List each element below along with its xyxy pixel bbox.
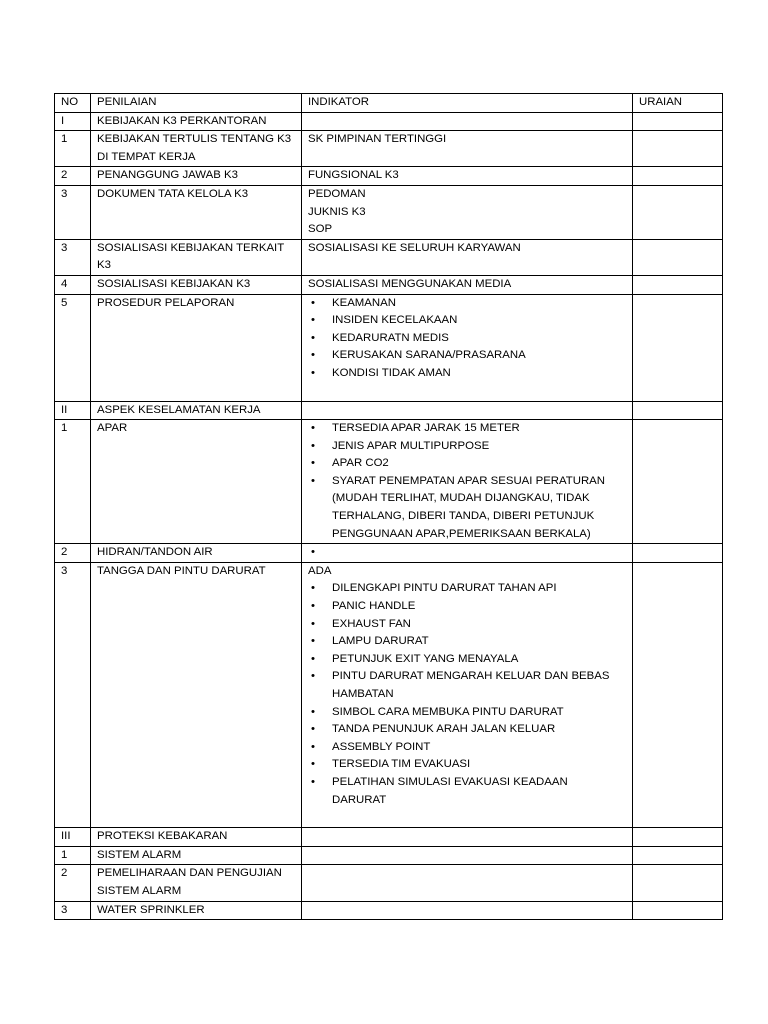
- list-item: • ASSEMBLY POINT: [308, 739, 628, 757]
- bullet-icon: •: [311, 617, 315, 630]
- bullet-list: [308, 544, 628, 562]
- penilaian-cell: [91, 239, 302, 275]
- uraian-cell: [633, 167, 723, 186]
- uraian-cell: [633, 131, 723, 167]
- list-item: • JENIS APAR MULTIPURPOSE: [308, 438, 628, 456]
- penilaian-line: KEBIJAKAN TERTULIS TENTANG K3: [97, 133, 292, 146]
- list-item: • SYARAT PENEMPATAN APAR SESUAI PERATURAN (MUDAH TERLIHAT, MUDAH DIJANGKAU, TIDAK TERHALANG, DIBERI TANDA, DIBERI PETUNJUK PENGGUNAAN APAR,PEMERIKSAAN BERKALA): [308, 473, 628, 543]
- bullet-icon: •: [311, 582, 315, 595]
- list-item: • TANDA PENUNJUK ARAH JALAN KELUAR: [308, 721, 628, 739]
- bullet-list: [308, 420, 628, 543]
- table-row: [55, 167, 723, 186]
- header-row: [55, 94, 723, 113]
- bullet-icon: •: [311, 670, 315, 683]
- indikator-line: SOP: [308, 223, 333, 236]
- row-number: 2: [55, 544, 91, 563]
- bullet-icon: •: [311, 705, 315, 718]
- bullet-icon: •: [311, 635, 315, 648]
- bullet-icon: •: [311, 366, 315, 379]
- list-item: • PANIC HANDLE: [308, 598, 628, 616]
- indikator-cell: SK PIMPINAN TERTINGGI: [302, 131, 633, 167]
- bullet-icon: •: [311, 296, 315, 309]
- penilaian-cell: WATER SPRINKLER: [91, 901, 302, 920]
- bullet-icon: •: [311, 758, 315, 771]
- table-row: [55, 185, 723, 239]
- uraian-cell: [633, 239, 723, 275]
- penilaian-cell: [91, 131, 302, 167]
- list-item: • KEDARURATN MEDIS: [308, 330, 628, 348]
- list-item: • KEAMANAN: [308, 295, 628, 313]
- row-number: 3: [55, 239, 91, 275]
- row-number: 3: [55, 562, 91, 827]
- uraian-cell: [633, 401, 723, 420]
- penilaian-cell: SISTEM ALARM: [91, 846, 302, 865]
- header-indikator: INDIKATOR: [302, 94, 633, 113]
- list-item: • KONDISI TIDAK AMAN: [308, 365, 628, 383]
- uraian-cell: [633, 828, 723, 847]
- table-row: [55, 275, 723, 294]
- uraian-cell: [633, 865, 723, 901]
- section-row-ii: [55, 401, 723, 420]
- section-title: ASPEK KESELAMATAN KERJA: [91, 401, 302, 420]
- indikator-line: JUKNIS K3: [308, 205, 366, 218]
- list-item: • INSIDEN KECELAKAAN: [308, 312, 628, 330]
- bullet-icon: •: [311, 740, 315, 753]
- indikator-cell: [302, 401, 633, 420]
- penilaian-cell: APAR: [91, 420, 302, 544]
- table-row: [55, 562, 723, 827]
- table-row: [55, 294, 723, 401]
- penilaian-cell: PROSEDUR PELAPORAN: [91, 294, 302, 401]
- indikator-cell: FUNGSIONAL K3: [302, 167, 633, 186]
- list-item: • DILENGKAPI PINTU DARURAT TAHAN API: [308, 580, 628, 598]
- bullet-icon: •: [311, 546, 315, 559]
- row-number: 1: [55, 846, 91, 865]
- indikator-cell: [302, 185, 633, 239]
- k3-assessment-table: [54, 93, 723, 920]
- row-number: 1: [55, 420, 91, 544]
- penilaian-cell: SOSIALISASI KEBIJAKAN K3: [91, 275, 302, 294]
- penilaian-cell: PENANGGUNG JAWAB K3: [91, 167, 302, 186]
- header-no: NO: [55, 94, 91, 113]
- penilaian-line: DI TEMPAT KERJA: [97, 150, 196, 163]
- uraian-cell: [633, 901, 723, 920]
- uraian-cell: [633, 294, 723, 401]
- indikator-cell: [302, 112, 633, 131]
- section-row-i: [55, 112, 723, 131]
- bullet-list: [308, 580, 628, 809]
- section-number: I: [55, 112, 91, 131]
- list-item: • PETUNJUK EXIT YANG MENAYALA: [308, 651, 628, 669]
- list-item: • KERUSAKAN SARANA/PRASARANA: [308, 347, 628, 365]
- indikator-cell: [302, 865, 633, 901]
- section-title: KEBIJAKAN K3 PERKANTORAN: [91, 112, 302, 131]
- table-row: [55, 544, 723, 563]
- penilaian-line: K3: [97, 259, 111, 272]
- bullet-list: [308, 295, 628, 383]
- indikator-cell: SOSIALISASI KE SELURUH KARYAWAN: [302, 239, 633, 275]
- bullet-icon: •: [311, 474, 315, 487]
- bullet-icon: •: [311, 600, 315, 613]
- indikator-cell: [302, 901, 633, 920]
- indikator-intro: ADA: [308, 564, 332, 577]
- uraian-cell: [633, 275, 723, 294]
- list-item: • SIMBOL CARA MEMBUKA PINTU DARURAT: [308, 704, 628, 722]
- list-item: • EXHAUST FAN: [308, 616, 628, 634]
- table-row: [55, 239, 723, 275]
- table-row: [55, 846, 723, 865]
- penilaian-line: PEMELIHARAAN DAN PENGUJIAN: [97, 867, 282, 880]
- indikator-cell: [302, 828, 633, 847]
- section-number: II: [55, 401, 91, 420]
- uraian-cell: [633, 562, 723, 827]
- section-title: PROTEKSI KEBAKARAN: [91, 828, 302, 847]
- indikator-cell: [302, 544, 633, 563]
- bullet-icon: •: [311, 775, 315, 788]
- penilaian-cell: TANGGA DAN PINTU DARURAT: [91, 562, 302, 827]
- section-number: III: [55, 828, 91, 847]
- uraian-cell: [633, 185, 723, 239]
- indikator-cell: [302, 294, 633, 401]
- list-item: • TERSEDIA APAR JARAK 15 METER: [308, 420, 628, 438]
- row-number: 3: [55, 185, 91, 239]
- list-item: • PINTU DARURAT MENGARAH KELUAR DAN BEBAS HAMBATAN: [308, 668, 628, 703]
- uraian-cell: [633, 846, 723, 865]
- section-row-iii: [55, 828, 723, 847]
- table-row: [55, 420, 723, 544]
- list-item: • TERSEDIA TIM EVAKUASI: [308, 756, 628, 774]
- row-number: 1: [55, 131, 91, 167]
- list-item: [308, 544, 628, 562]
- list-item: • PELATIHAN SIMULASI EVAKUASI KEADAAN DARURAT: [308, 774, 628, 809]
- list-item: • APAR CO2: [308, 455, 628, 473]
- bullet-icon: •: [311, 439, 315, 452]
- indikator-cell: SOSIALISASI MENGGUNAKAN MEDIA: [302, 275, 633, 294]
- indikator-cell: [302, 562, 633, 827]
- penilaian-cell: DOKUMEN TATA KELOLA K3: [91, 185, 302, 239]
- table-row: [55, 865, 723, 901]
- list-item: • LAMPU DARURAT: [308, 633, 628, 651]
- penilaian-cell: HIDRAN/TANDON AIR: [91, 544, 302, 563]
- penilaian-line: SISTEM ALARM: [97, 884, 182, 897]
- penilaian-line: SOSIALISASI KEBIJAKAN TERKAIT: [97, 241, 285, 254]
- uraian-cell: [633, 420, 723, 544]
- penilaian-cell: [91, 865, 302, 901]
- indikator-line: PEDOMAN: [308, 187, 366, 200]
- indikator-cell: [302, 420, 633, 544]
- table-row: [55, 131, 723, 167]
- row-number: 2: [55, 167, 91, 186]
- table-row: [55, 901, 723, 920]
- row-number: 4: [55, 275, 91, 294]
- bullet-icon: •: [311, 314, 315, 327]
- row-number: 2: [55, 865, 91, 901]
- indikator-cell: [302, 846, 633, 865]
- bullet-icon: •: [311, 652, 315, 665]
- bullet-icon: •: [311, 457, 315, 470]
- bullet-icon: •: [311, 422, 315, 435]
- row-number: 3: [55, 901, 91, 920]
- bullet-icon: •: [311, 723, 315, 736]
- header-uraian: URAIAN: [633, 94, 723, 113]
- uraian-cell: [633, 544, 723, 563]
- uraian-cell: [633, 112, 723, 131]
- bullet-icon: •: [311, 349, 315, 362]
- row-number: 5: [55, 294, 91, 401]
- header-penilaian: PENILAIAN: [91, 94, 302, 113]
- bullet-icon: •: [311, 331, 315, 344]
